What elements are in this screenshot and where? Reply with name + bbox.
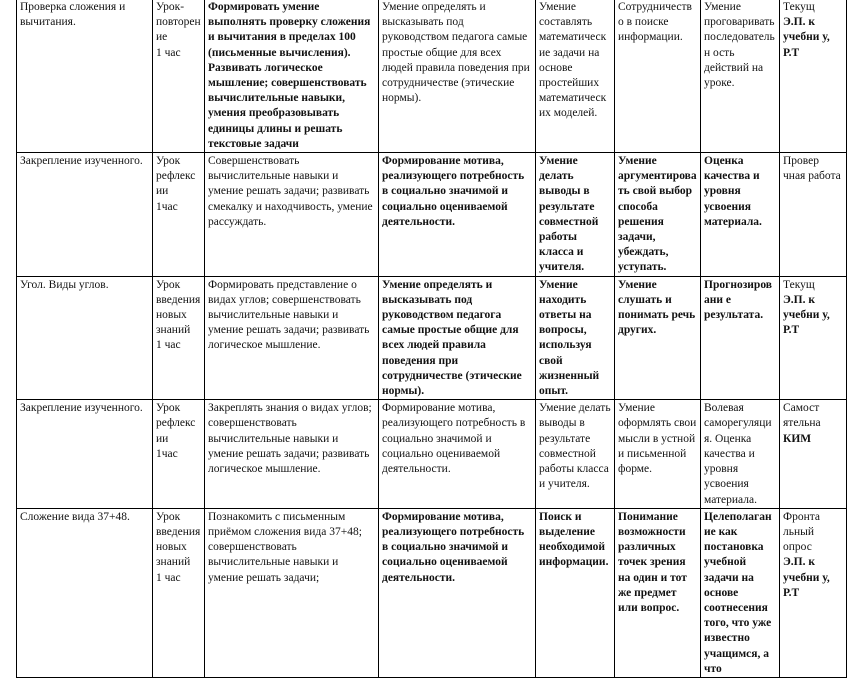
table-row <box>17 508 847 677</box>
cognitive-outcomes-cell: Умение составлять математические задачи на основе простейших математических моделей. <box>536 0 615 153</box>
topic-cell: Угол. Виды углов. <box>17 276 153 400</box>
communicative-outcomes-cell: Умение слушать и понимать речь других. <box>615 276 701 400</box>
personal-outcomes-cell: Формирование мотива, реализующего потребность в социально значимой и социально оцениваемой деятельности. <box>379 508 536 677</box>
personal-outcomes-cell: Умение определять и высказывать под руководством педагога самые простые общие для всех людей правила поведения при сотрудничестве (этические нормы). <box>379 276 536 400</box>
lesson-type-cell: Урок введения новых знаний 1 час <box>153 508 205 677</box>
lesson-type-cell: Урок введения новых знаний 1 час <box>153 276 205 400</box>
content-cell: Формировать умение выполнять проверку сложения и вычитания в пределах 100 (письменные вычисления). Развивать логическое мышление; совершенствовать вычислительные навыки, умения преобразовывать единицы длины и решать текстовые задачи <box>205 0 379 153</box>
regulative-outcomes-cell: Умение проговаривать последовательн ость действий на уроке. <box>701 0 780 153</box>
table-row <box>17 153 847 277</box>
communicative-outcomes-cell: Понимание возможности различных точек зрения на один и тот же предмет или вопрос. <box>615 508 701 677</box>
cognitive-outcomes-cell: Умение делать выводы в результате совместной работы класса и учителя. <box>536 153 615 277</box>
control-cell: Самост ятельна КИМ <box>780 400 847 508</box>
personal-outcomes-cell: Формирование мотива, реализующего потребность в социально значимой и социально оцениваемой деятельности. <box>379 153 536 277</box>
regulative-outcomes-cell: Целеполагание как постановка учебной задачи на основе соотнесения того, что уже известно учащимся, а что <box>701 508 780 677</box>
content-cell: Закреплять знания о видах углов; совершенствовать вычислительные навыки и умение решать задачи; развивать логическое мышление. <box>205 400 379 508</box>
communicative-outcomes-cell: Сотрудничество в поиске информации. <box>615 0 701 153</box>
content-cell: Формировать представление о видах углов; совершенствовать вычислительные навыки и умение решать задачи; развивать логическое мышление. <box>205 276 379 400</box>
topic-cell: Сложение вида 37+48. <box>17 508 153 677</box>
topic-cell: Закрепление изученного. <box>17 400 153 508</box>
lesson-plan-table <box>16 0 847 678</box>
communicative-outcomes-cell: Умение оформлять свои мысли в устной и письменной форме. <box>615 400 701 508</box>
lesson-type-cell: Урок рефлексии 1час <box>153 400 205 508</box>
cognitive-outcomes-cell: Умение находить ответы на вопросы, используя свой жизненный опыт. <box>536 276 615 400</box>
control-cell: Текущ Э.П. к учебни у, Р.Т <box>780 0 847 153</box>
personal-outcomes-cell: Формирование мотива, реализующего потребность в социально значимой и социально оцениваемой деятельности. <box>379 400 536 508</box>
control-cell: Текущ Э.П. к учебни у, Р.Т <box>780 276 847 400</box>
communicative-outcomes-cell: Умение аргументировать свой выбор способа решения задачи, убеждать, уступать. <box>615 153 701 277</box>
regulative-outcomes-cell: Волевая саморегуляция. Оценка качества и уровня усвоения материала. <box>701 400 780 508</box>
topic-cell: Проверка сложения и вычитания. <box>17 0 153 153</box>
cognitive-outcomes-cell: Умение делать выводы в результате совместной работы класса и учителя. <box>536 400 615 508</box>
control-cell: Провер чная работа <box>780 153 847 277</box>
lesson-type-cell: Урок- повторение 1 час <box>153 0 205 153</box>
personal-outcomes-cell: Умение определять и высказывать под руководством педагога самые простые общие для всех людей правила поведения при сотрудничестве (этические нормы). <box>379 0 536 153</box>
content-cell: Познакомить с письменным приёмом сложения вида 37+48; совершенствовать вычислительные навыки и умение решать задачи; <box>205 508 379 677</box>
content-cell: Совершенствовать вычислительные навыки и умение решать задачи; развивать смекалку и находчивость, умение рассуждать. <box>205 153 379 277</box>
control-cell: Фронта льный опрос Э.П. к учебни у, Р.Т <box>780 508 847 677</box>
table-row <box>17 0 847 153</box>
topic-cell: Закрепление изученного. <box>17 153 153 277</box>
table-row <box>17 276 847 400</box>
lesson-type-cell: Урок рефлексии 1час <box>153 153 205 277</box>
regulative-outcomes-cell: Прогнозировани е результата. <box>701 276 780 400</box>
table-row <box>17 400 847 508</box>
cognitive-outcomes-cell: Поиск и выделение необходимой информации. <box>536 508 615 677</box>
regulative-outcomes-cell: Оценка качества и уровня усвоения материала. <box>701 153 780 277</box>
